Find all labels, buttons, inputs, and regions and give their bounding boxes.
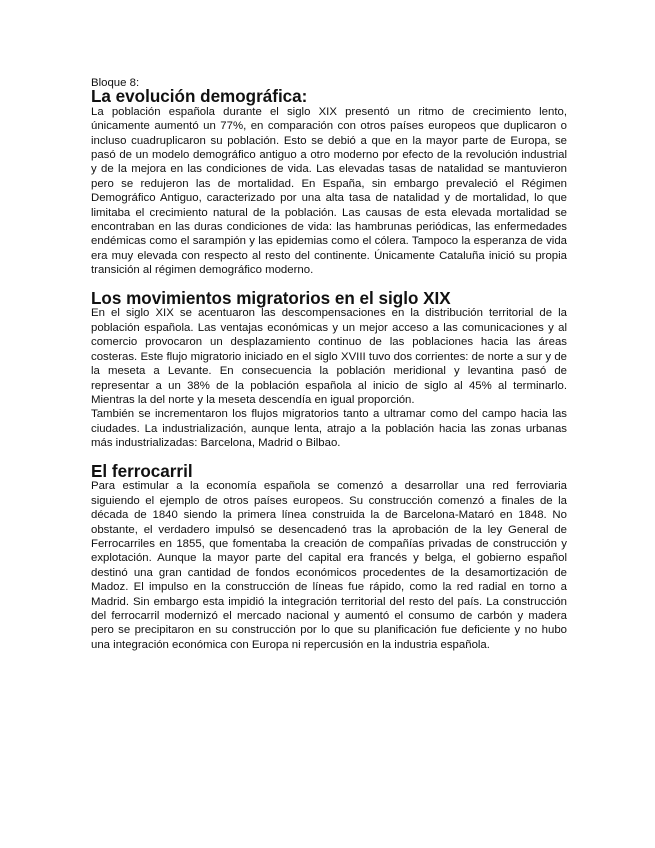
section-title-ferrocarril: El ferrocarril (91, 461, 193, 481)
section-title-migraciones: Los movimientos migratorios en el siglo XIX (91, 289, 451, 309)
paragraph-migraciones-2: También se incrementaron los flujos migratorios tanto a ultramar como del campo hacia las ciudades. La industrialización, aunque lenta, atrajo a la población hacia las zonas urbanas más industrializadas: Barcelona, Madrid o Bilbao. (91, 408, 567, 450)
paragraph-ferrocarril: Para estimular a la economía española se comenzó a desarrollar una red ferroviaria siguiendo el ejemplo de otros países europeos. Su construcción comenzó a finales de la década de 1840 siendo la primera línea construida la de Barcelona-Mataró en 1848. No obstante, el verdadero impulsó se desencadenó tras la aprobación de la ley General de Ferrocarriles en 1855, que fomentaba la creación de compañías privadas de construcción y explotación. Aunque la mayor parte del capital era francés y belga, el gobierno español destinó una gran cantidad de fondos económicos procedentes de la desamortización de Madoz. El impulso en la construcción de líneas fue rápido, como la red radial en torno a Madrid. Sin embargo esta impidió la integración territorial del resto del país. La construcción del ferrocarril modernizó el mercado nacional y aumentó el consumo de carbón y madera pero se precipitaron en su construcción por lo que su planificación fue deficiente y no hubo una integración económica con Europa ni repercusión en la industria española. (91, 480, 567, 651)
paragraph-demografia: La población española durante el siglo XIX presentó un ritmo de crecimiento lento, únicamente aumentó un 77%, en comparación con otros países europeos que duplicaron o incluso cuadruplicaron su población. Esto se debió a que en la mayor parte de Europa, se pasó de un modelo demográfico antiguo a otro moderno por efecto de la revolución industrial y de la mejora en las condiciones de vida. Las elevadas tasas de natalidad se mantuvieron pero se redujeron las de mortalidad. En España, sin embargo prevaleció el Régimen Demográfico Antiguo, caracterizado por una alta tasa de natalidad y de mortalidad, lo que limitaba el crecimiento natural de la población. Las causas de esta elevada mortalidad se encontraban en las duras condiciones de vida: las hambrunas periódicas, las enfermedades endémicas como el sarampión y las epidemias como el cólera. Tampoco la esperanza de vida era muy elevada con respecto al resto del continente. Únicamente Cataluña inició su propia transición al régimen demográfico moderno. (91, 105, 567, 277)
block-label: Bloque 8: (91, 77, 140, 89)
paragraph-migraciones-1: En el siglo XIX se acentuaron las descompensaciones en la distribución territorial de la población española. Las ventajas económicas y un mejor acceso a las comunicaciones y al comercio provocaron un desplazamiento continuo de las poblaciones hacia las áreas costeras. Este flujo migratorio iniciado en el siglo XVIII tuvo dos corrientes: de norte a sur y de la meseta a Levante. En consecuencia la población meridional y levantina pasó de representar a un 38% de la población española al inicio de siglo al 45% al terminarlo. Mientras la del norte y la meseta descendía en igual proporción. (91, 307, 567, 406)
document-page (91, 76, 567, 652)
section-title-demografia: La evolución demográfica: (91, 87, 308, 107)
